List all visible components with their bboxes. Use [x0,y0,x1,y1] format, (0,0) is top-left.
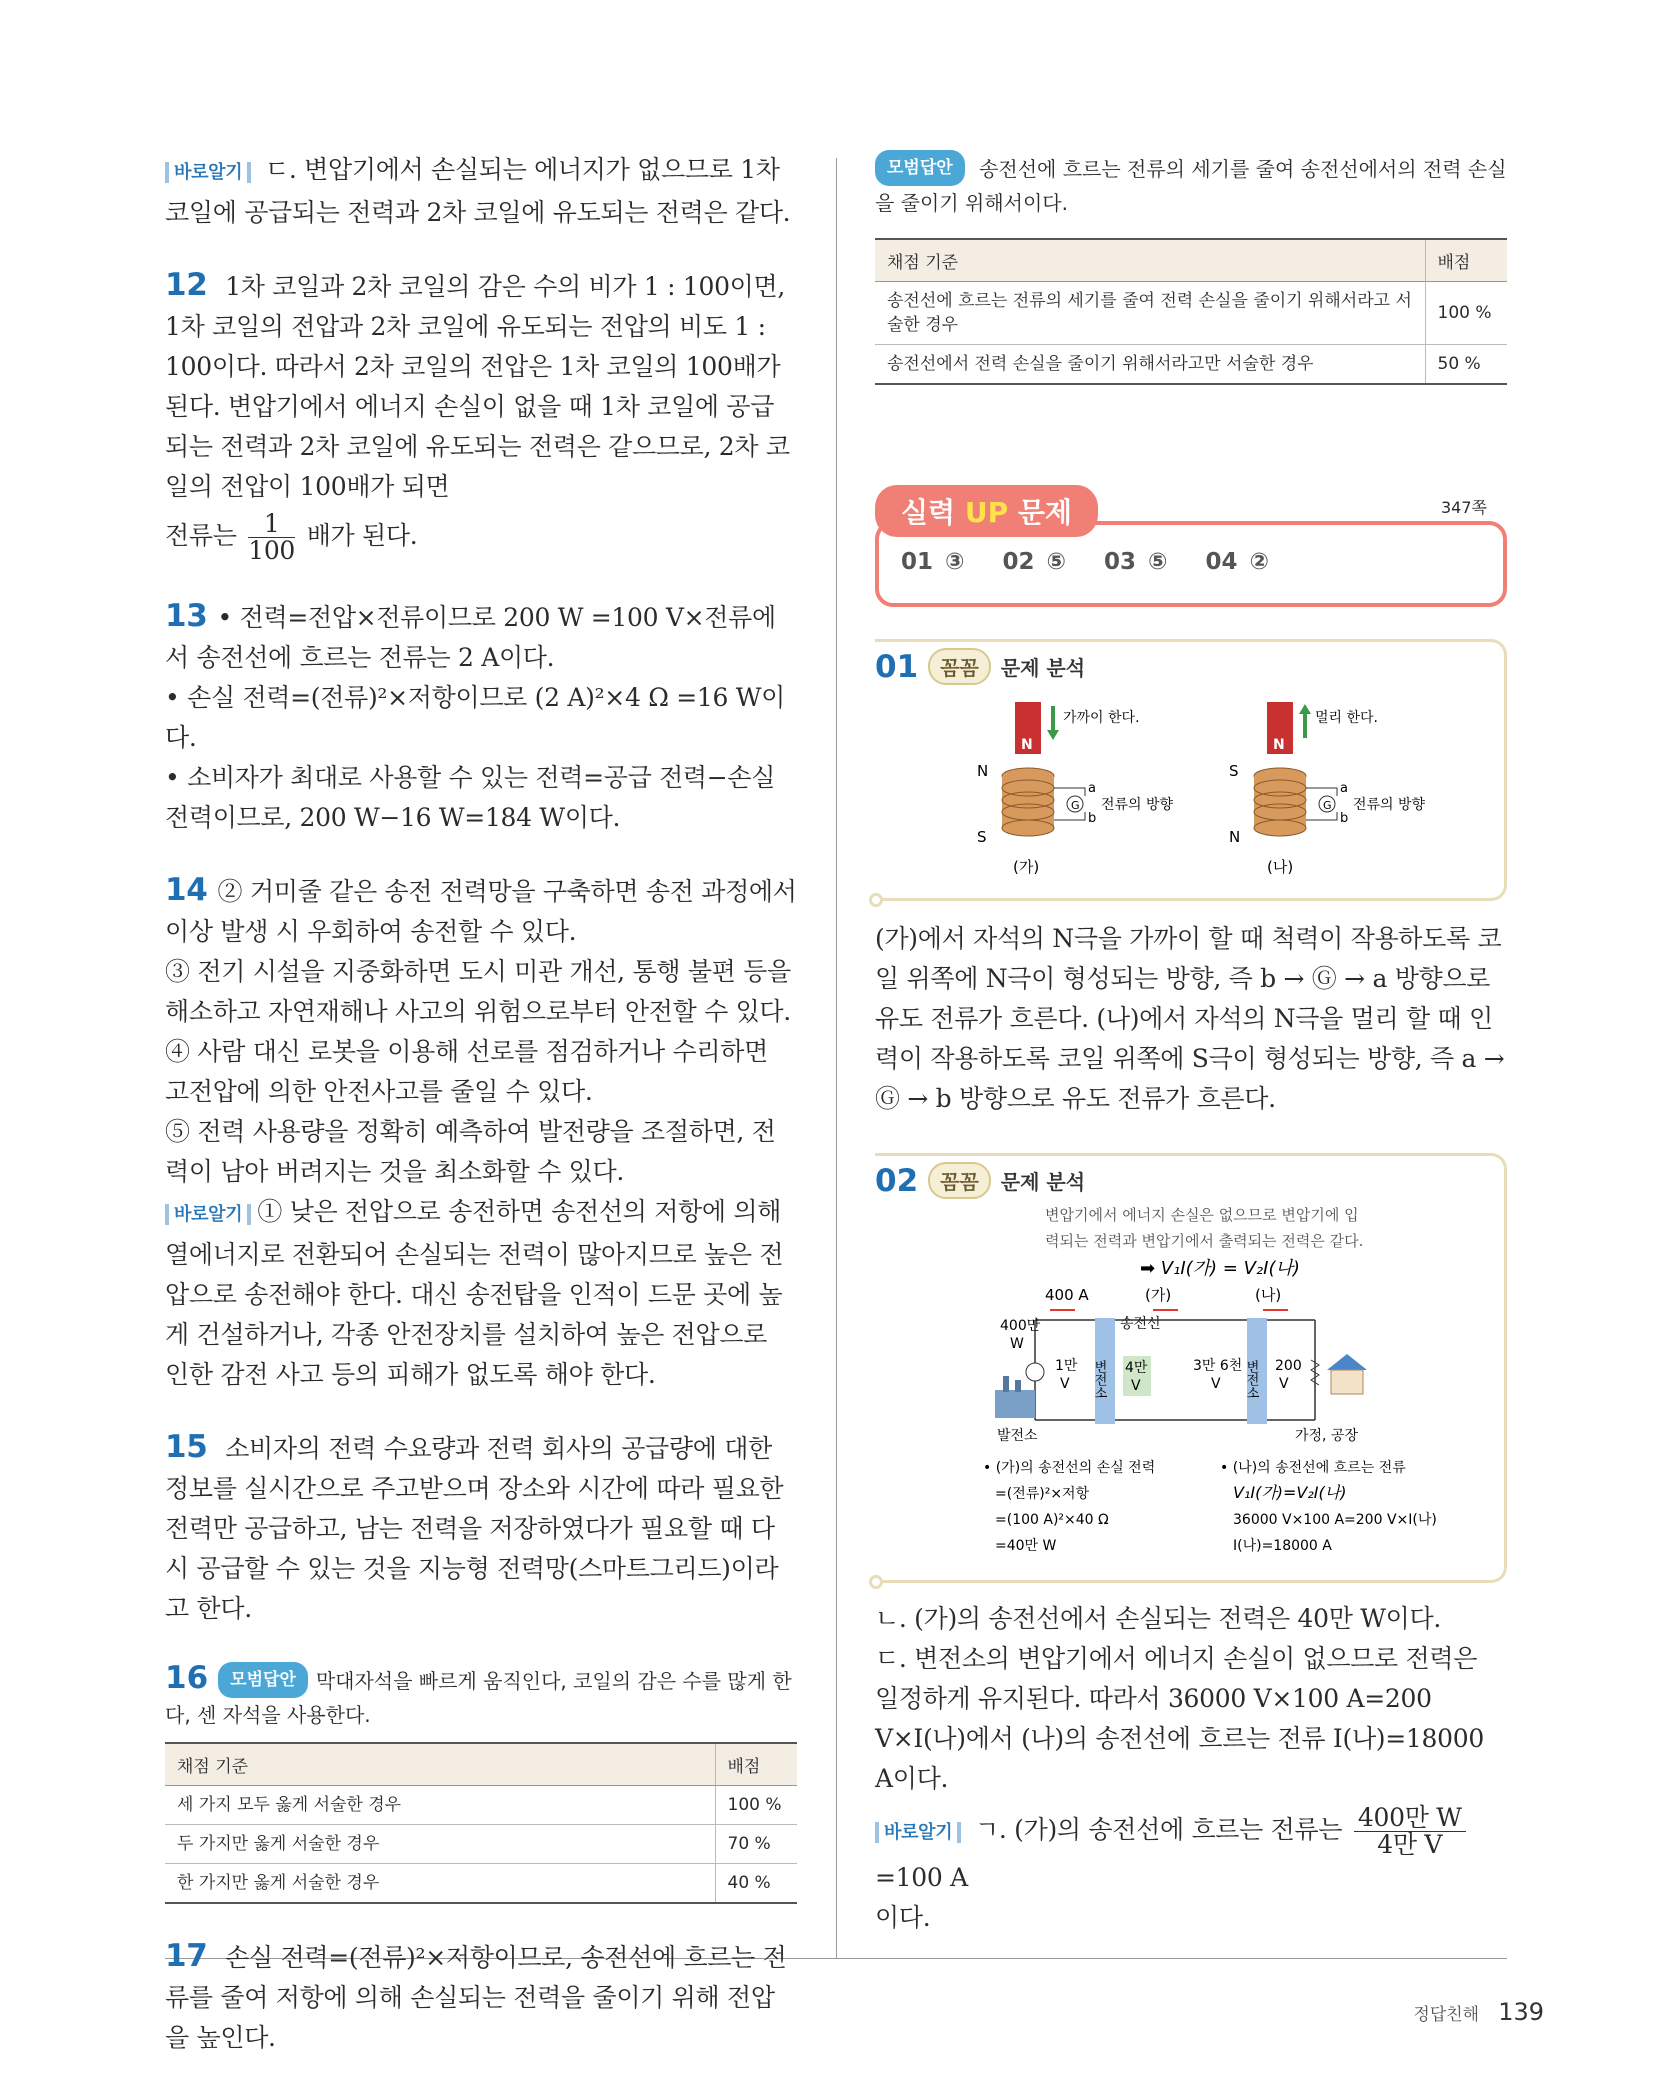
svg-text:S: S [1229,762,1239,780]
question-number: 01 [875,648,919,685]
list-item: 01 ③ [901,549,965,575]
svg-text:멀리 한다.: 멀리 한다. [1315,710,1378,726]
check-tag: 바로알기 [165,1204,251,1225]
model-answer: 모범답안 송전선에 흐르는 전류의 세기를 줄여 송전선에서의 전력 손실을 줄이기 위해서이다. [875,150,1507,220]
footer-label: 정답친해 [1413,2005,1480,2025]
svg-text:=(전류)²×저항: =(전류)²×저항 [995,1486,1090,1502]
svg-text:I(나)=18000 A: I(나)=18000 A [1233,1538,1332,1554]
svg-text:a: a [1340,781,1348,796]
coil-na [1254,768,1306,836]
svg-text:N: N [1273,737,1285,753]
question-number: 12 [165,267,208,303]
frame-dot [869,893,883,907]
svg-text:• (가)의 송전선의 손실 전력: • (가)의 송전선의 손실 전력 [983,1460,1156,1476]
svg-text:G: G [1323,799,1332,812]
svg-text:400 A: 400 A [1045,1286,1089,1304]
svg-text:400만: 400만 [1000,1318,1041,1334]
svg-text:3만 6천: 3만 6천 [1193,1358,1243,1374]
page-reference: 347쪽 [1441,498,1487,517]
house-icon [1327,1354,1367,1394]
right-column [875,150,1507,1938]
frame-dot [869,1575,883,1589]
svg-text:V: V [1279,1376,1289,1392]
scoring-table: 채점 기준 배점 송전선에 흐르는 전류의 세기를 줄여 전력 손실을 줄이기 위해서라고 서술한 경우 100 % 송전선에서 전력 손실을 줄이기 위해서라고만 서술한 경우 50 % [875,238,1507,385]
analysis-02-text: ㄴ. (가)의 송전선에서 손실되는 전력은 40만 W이다. ㄷ. 변전소의 변압기에서 에너지 손실이 없으므로 전력은 일정하게 유지된다. 따라서 36000 V×100 A=200 V×I(나)에서 (나)의 송전선에 흐르는 전류 I(나)=18000 A이다. 바로알기 ㄱ. (가)의 송전선에 흐르는 전류는 $\frac{\text{400만 W}}{\text{4만 V}}$ =100 A 이다. [875,1604,1484,1932]
ac-source-icon [1026,1363,1044,1381]
scoring-table: 채점 기준 배점 세 가지 모두 옳게 서술한 경우 100 % 두 가지만 옳게 서술한 경우 70 % 한 가지만 옳게 서술한 경우 40 % [165,1742,797,1904]
table-row: 두 가지만 옳게 서술한 경우 70 % [165,1825,797,1864]
question-number: 02 [875,1162,919,1199]
svg-text:➡ V₁I(가) = V₂I(나): ➡ V₁I(가) = V₂I(나) [1140,1258,1300,1279]
detail-badge: 꼼꼼 [928,1162,991,1199]
list-item: 04 ② [1205,549,1269,575]
question-number: 15 [165,1429,208,1465]
magnet-ga [1015,702,1041,754]
svg-text:V: V [1131,1378,1141,1394]
answer-17: 17 손실 전력=(전류)²×저항이므로, 송전선에 흐르는 전류를 줄여 저항에 의해 손실되는 전력을 줄이기 위해 전압을 높인다. [165,1938,787,2052]
answer-12: 12 1차 코일과 2차 코일의 감은 수의 비가 1 : 100이면, 1차 코일의 전압과 2차 코일에 유도되는 전압의 비도 1 : 100이다. 따라서 2차 코일의 전압은 1차 코일의 100배가 된다. 변압기에서 에너지 손실이 없을 때 1차 코일에 공급되는 전력과 2차 코일에 유도되는 전력은 같으므로, 2차 코일의 전압이 100배가 되면 [165,267,790,501]
svg-text:=40만 W: =40만 W [995,1538,1057,1554]
fraction: $\frac{1}{100}$ [248,509,296,565]
answer-14: 14 ② 거미줄 같은 송전 전력망을 구축하면 송전 과정에서 이상 발생 시 우회하여 송전할 수 있다. ③ 전기 시설을 지중화하면 도시 미관 개선, 통행 불편 등을 해소하고 자연재해나 사고의 위험으로부터 안전할 수 있다. ④ 사람 대신 로봇을 이용해 선로를 점검하거나 수리하면 고전압에 의한 안전사고를 줄일 수 있다. ⑤ 전력 사용량을 정확히 예측하여 발전량을 조절하면, 전력이 남아 버려지는 것을 최소화할 수 있다. 바로알기 ① 낮은 전압으로 송전하면 송전선의 저항에 의해 열에너지로 전환되어 손실되는 전력이 많아지므로 높은 전압으로 송전해야 한다. 대신 송전탑을 인적이 드문 곳에 높게 건설하거나, 각종 안전장치를 설치하여 높은 전압으로 인한 감전 사고 등의 피해가 없도록 해야 한다. [165,872,797,1389]
answer-list [901,549,1307,575]
left-column [165,150,797,2058]
svg-text:변전소: 변전소 [1091,1360,1107,1399]
svg-text:S: S [977,828,987,846]
table-row: 한 가지만 옳게 서술한 경우 40 % [165,1864,797,1904]
detail-badge: 꼼꼼 [928,648,991,685]
answer-16: 16 모범답안 막대자석을 빠르게 움직인다, 코일의 감은 수를 많게 한다, 센 자석을 사용한다. 채점 기준 배점 세 가지 모두 옳게 서술한 경우 100 % 두 가지만 옳게 서술한 경우 70 % 한 가지만 옳게 서술한 경우 40 % [165,1661,797,1904]
svg-text:가정, 공장: 가정, 공장 [1295,1428,1358,1444]
question-number: 13 [165,598,208,634]
list-item: 02 ⑤ [1002,549,1066,575]
svg-text:력되는 전력과 변압기에서 출력되는 전력은 같다.: 력되는 전력과 변압기에서 출력되는 전력은 같다. [1045,1232,1364,1250]
svg-text:b: b [1088,811,1097,826]
svg-text:36000 V×100 A=200 V×I(나): 36000 V×100 A=200 V×I(나) [1233,1512,1437,1528]
list-item: 03 ⑤ [1104,549,1168,575]
skill-up-box [875,485,1507,615]
svg-text:N: N [1021,737,1033,753]
svg-text:(가): (가) [1013,858,1040,876]
analysis-01-text: (가)에서 자석의 N극을 가까이 할 때 척력이 작용하도록 코일 위쪽에 N극이 형성되는 방향, 즉 b → Ⓖ → a 방향으로 유도 전류가 흐른다. (나)에서 자석의 N극을 멀리 할 때 인력이 작용하도록 코일 위쪽에 S극이 형성되는 방향, 즉 a → Ⓖ → b 방향으로 유도 전류가 흐른다. [875,924,1505,1113]
table-row: 세 가지 모두 옳게 서술한 경우 100 % [165,1786,797,1825]
analysis-01: 01 꼼꼼 문제 분석 N 가까이 한다. N S G a b 전류의 방향 (가) N 멀리 한다. S N G a b 전류의 방향 (나) [875,639,1507,901]
svg-text:(나): (나) [1255,1286,1282,1304]
svg-text:N: N [1229,828,1241,846]
answer-12-tail: 전류는 $\frac{1}{100}$ 배가 된다. [165,509,418,565]
svg-text:4만: 4만 [1125,1360,1148,1376]
question-number: 14 [165,872,208,908]
page-footer [1413,1998,1544,2026]
svg-text:a: a [1088,781,1096,796]
svg-text:(가): (가) [1145,1286,1172,1304]
svg-text:N: N [977,762,989,780]
svg-text:송전선: 송전선 [1120,1316,1161,1332]
answer-15: 15 소비자의 전력 수요량과 전력 회사의 공급량에 대한 정보를 실시간으로 주고받으며 장소와 시간에 따라 필요한 전력만 공급하고, 남는 전력을 저장하였다가 필요할 때 다시 공급할 수 있는 것을 지능형 전력망(스마트그리드)이라고 한다. [165,1429,784,1623]
question-number: 17 [165,1938,208,1974]
svg-text:발전소: 발전소 [997,1428,1038,1444]
svg-text:=(100 A)²×40 Ω: =(100 A)²×40 Ω [995,1512,1109,1528]
skill-up-title: 실력 UP 문제 [875,485,1098,537]
svg-text:200: 200 [1275,1358,1302,1374]
table-row: 송전선에서 전력 손실을 줄이기 위해서라고만 서술한 경우 50 % [875,345,1507,385]
svg-text:W: W [1010,1336,1024,1352]
coil-ga [1002,768,1054,836]
column-divider [836,158,837,1958]
table-row: 송전선에 흐르는 전류의 세기를 줄여 전력 손실을 줄이기 위해서라고 서술한 경우 100 % [875,282,1507,345]
current-label: 전류의 방향 [1353,797,1426,813]
svg-text:변전소: 변전소 [1243,1360,1259,1399]
svg-text:V: V [1211,1376,1221,1392]
model-answer-pill: 모범답안 [875,150,965,186]
current-label: 전류의 방향 [1101,797,1174,813]
question-number: 16 [165,1660,209,1696]
check-tag: 바로알기 [165,162,251,183]
svg-text:b: b [1340,811,1349,826]
analysis-02: 02 꼼꼼 문제 분석 변압기에서 에너지 손실은 없으므로 변압기에 입 력되는 전력과 변압기에서 출력되는 전력은 같다. ➡ V₁I(가) = V₂I(나) 400 A (가) (나) 송전선 400만 W 1만 V 변전소 4만 V 3만 6천 V 변전소 200 V 발전소 가정, 공장 • (가)의 송전선의 손실 전력 =(전류)²×저항 =(100 A)²×40 Ω =40만 W • (나)의 송전선에 흐르는 전류 V₁I(가)=V₂I(나) 36000 V×100 A=200 V×I(나) I(나)=18000 A [875,1153,1507,1583]
page-number: 139 [1498,1998,1544,2026]
fraction: $\frac{\text{400만 W}}{\text{4만 V}}$ [1354,1805,1466,1858]
svg-text:• (나)의 송전선에 흐르는 전류: • (나)의 송전선에 흐르는 전류 [1220,1460,1406,1476]
svg-text:가까이 한다.: 가까이 한다. [1063,710,1140,726]
induction-figure [915,692,1515,882]
transmission-figure [895,1200,1495,1580]
svg-text:변압기에서 에너지 손실은 없으므로 변압기에 입: 변압기에서 에너지 손실은 없으므로 변압기에 입 [1045,1206,1359,1224]
intro-paragraph: 바로알기 ㄷ. 변압기에서 손실되는 에너지가 없으므로 1차 코일에 공급되는 전력과 2차 코일에 유도되는 전력은 같다. [165,155,791,227]
answer-13: 13 • 전력=전압×전류이므로 200 W =100 V×전류에서 송전선에 흐르는 전류는 2 A이다. • 손실 전력=(전류)²×저항이므로 (2 A)²×4 Ω =16 W이다. • 소비자가 최대로 사용할 수 있는 전력=공급 전력−손실 전력이므로, 200 W−16 W=184 W이다. [165,598,786,832]
magnet-na [1267,702,1293,754]
factory-icon [995,1376,1035,1418]
model-answer-pill: 모범답안 [218,1662,308,1698]
svg-text:1만: 1만 [1055,1358,1078,1374]
svg-text:V: V [1060,1376,1070,1392]
check-tag: 바로알기 [875,1822,961,1843]
svg-text:V₁I(가)=V₂I(나): V₁I(가)=V₂I(나) [1233,1483,1347,1502]
svg-text:(나): (나) [1267,858,1294,876]
svg-text:G: G [1071,799,1080,812]
